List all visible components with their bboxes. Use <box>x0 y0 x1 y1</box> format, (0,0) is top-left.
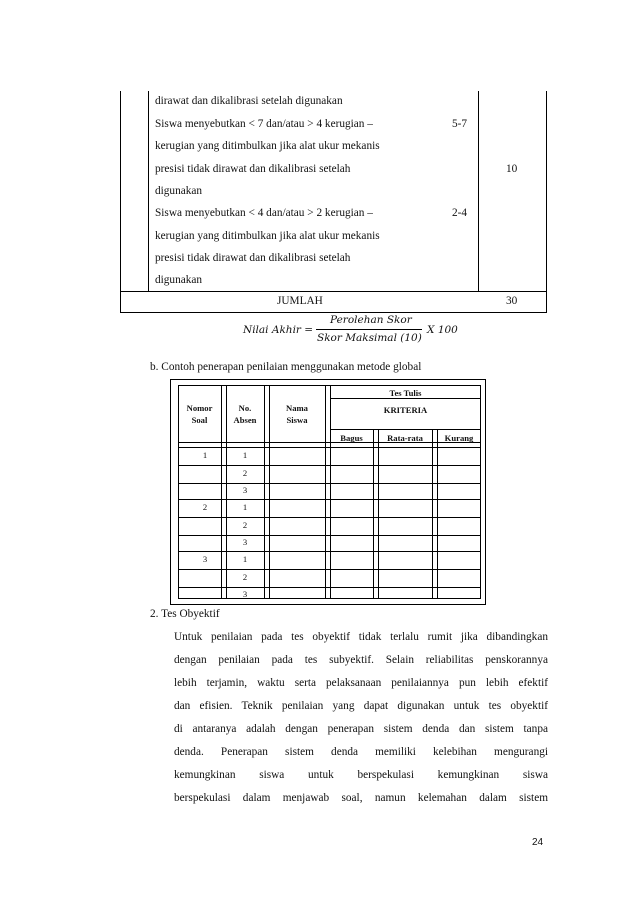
paragraph-line: berspekulasi dalam menjawab soal, namun kelemahan dalam sistem <box>174 792 548 804</box>
rubric-line: kerugian yang ditimbulkan jika alat ukur mekanis <box>155 230 380 242</box>
table-cell-absen: 1 <box>242 450 248 460</box>
paragraph-line: dengan penilaian pada tes subyektif. Selain reliabilitas penskorannya <box>174 654 548 666</box>
rubric-line: Siswa menyebutkan < 7 dan/atau > 4 kerugian – <box>155 118 373 130</box>
col-header-absen: Absen <box>233 415 257 425</box>
section-b-heading: b. Contoh penerapan penilaian menggunakan metode global <box>150 361 422 373</box>
page-number: 24 <box>532 837 544 848</box>
tes-tulis-header: Tes Tulis <box>389 388 422 398</box>
kriteria-header: KRITERIA <box>383 405 428 415</box>
table-cell-absen: 2 <box>242 468 248 478</box>
table-cell-absen: 2 <box>242 572 248 582</box>
criteria-kurang: Kurang <box>444 433 474 443</box>
rubric-line: kerugian yang ditimbulkan jika alat ukur mekanis <box>155 140 380 152</box>
table-cell-absen: 1 <box>242 554 248 564</box>
paragraph-line: denda. Penerapan sistem denda memiliki kelebihan mengurangi <box>174 746 548 758</box>
rubric-line: presisi tidak dirawat dan dikalibrasi setelah <box>155 163 351 175</box>
score-range-b: 2-4 <box>452 207 468 219</box>
score-range-a: 5-7 <box>452 118 468 130</box>
table-cell-absen: 3 <box>242 589 248 599</box>
table-cell-absen: 3 <box>242 537 248 547</box>
criteria-rata-rata: Rata-rata <box>387 433 423 443</box>
paragraph-line: lebih terjamin, waktu serta pelaksanaan penilaiannya pun lebih efektif <box>174 677 548 689</box>
col-header-siswa: Siswa <box>286 415 308 425</box>
rubric-line: digunakan <box>155 274 203 286</box>
table-cell-absen: 3 <box>242 485 248 495</box>
formula-numerator: Perolehan Skor <box>330 314 412 326</box>
col-header-no: No. <box>238 403 252 413</box>
rubric-line: presisi tidak dirawat dan dikalibrasi setelah <box>155 252 351 264</box>
table-cell-soal: 3 <box>202 554 208 564</box>
paragraph-line: dan efisien. Teknik penilaian yang dapat digunakan untuk tes obyektif <box>174 700 548 712</box>
section-2-heading: 2. Tes Obyektif <box>150 608 220 620</box>
rubric-line: digunakan <box>155 185 203 197</box>
total-value: 30 <box>506 295 518 307</box>
formula-lhs: Nilai Akhir = <box>243 324 314 336</box>
col-header-nomor: Nomor <box>186 403 213 413</box>
max-score: 10 <box>506 163 518 175</box>
col-header-soal: Soal <box>191 415 208 425</box>
col-header-nama: Nama <box>286 403 308 413</box>
total-label: JUMLAH <box>277 295 323 307</box>
table-cell-soal: 1 <box>202 450 208 460</box>
rubric-line: dirawat dan dikalibrasi setelah digunakan <box>155 95 343 107</box>
table-cell-absen: 1 <box>242 502 248 512</box>
paragraph-line: Untuk penilaian pada tes obyektif tidak terlalu rumit jika dibandingkan <box>174 631 548 643</box>
criteria-bagus: Bagus <box>340 433 363 443</box>
table-cell-absen: 2 <box>242 520 248 530</box>
table-cell-soal: 2 <box>202 502 208 512</box>
fraction-bar <box>316 329 422 330</box>
paragraph-line: kemungkinan siswa untuk berspekulasi kemungkinan siswa <box>174 769 548 781</box>
paragraph-line: di antaranya adalah dengan penerapan sistem denda dan sistem tanpa <box>174 723 548 735</box>
formula-denominator: Skor Maksimal (10) <box>317 332 422 344</box>
formula-rhs: X 100 <box>427 324 458 336</box>
rubric-line: Siswa menyebutkan < 4 dan/atau > 2 kerugian – <box>155 207 373 219</box>
